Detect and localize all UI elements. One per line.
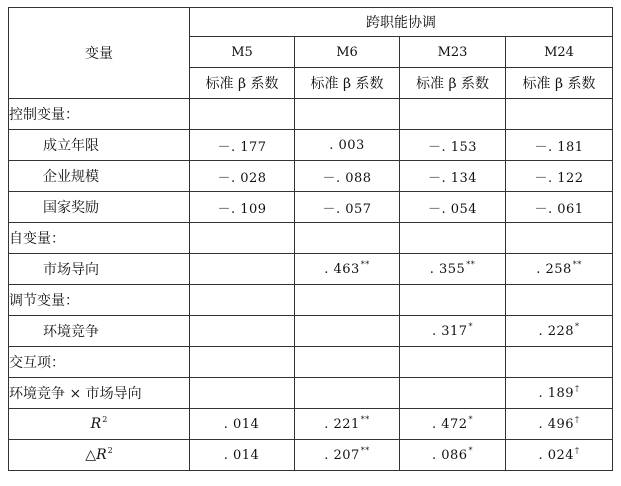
cell-value: . 221** <box>295 409 400 440</box>
section-label-control: 控制变量： <box>9 99 190 130</box>
model-header-m6: M6 <box>295 37 400 68</box>
coef-header: 标准 β 系数 <box>190 68 295 99</box>
cell-value: －. 109 <box>190 192 295 223</box>
cell-value: . 189† <box>506 378 613 409</box>
significance-mark: ** <box>360 445 370 455</box>
cell-value: . 024† <box>506 440 613 471</box>
cell-value: . 086* <box>400 440 506 471</box>
significance-mark: * <box>468 445 474 455</box>
row-label-firm-size: 企业规模 <box>9 161 190 192</box>
table-row <box>9 161 613 192</box>
significance-mark: * <box>468 414 474 424</box>
model-header-m23: M23 <box>400 37 506 68</box>
cell-value: . 317* <box>400 316 506 347</box>
row-label-delta-r2: $\triangle R^2$ <box>9 440 190 471</box>
row-label-market-orientation: 市场导向 <box>9 254 190 285</box>
table-row <box>9 192 613 223</box>
cell-value <box>190 316 295 347</box>
section-interaction-row <box>9 347 613 378</box>
row-label-env-competition: 环境竞争 <box>9 316 190 347</box>
cell-value: －. 122 <box>506 161 613 192</box>
cell-value: . 014 <box>190 409 295 440</box>
table-row <box>9 254 613 285</box>
cell-value <box>295 378 400 409</box>
cell-value: －. 177 <box>190 130 295 161</box>
table-row <box>9 378 613 409</box>
coef-header: 标准 β 系数 <box>506 68 613 99</box>
significance-mark: ** <box>572 259 582 269</box>
model-header-m5: M5 <box>190 37 295 68</box>
cell-value: . 014 <box>190 440 295 471</box>
coef-header: 标准 β 系数 <box>400 68 506 99</box>
cell-value: －. 061 <box>506 192 613 223</box>
section-moderator-row <box>9 285 613 316</box>
significance-mark: ** <box>466 259 476 269</box>
cell-value: . 472* <box>400 409 506 440</box>
cell-value: －. 134 <box>400 161 506 192</box>
cell-value: . 355** <box>400 254 506 285</box>
section-label-independent: 自变量： <box>9 223 190 254</box>
cell-value: －. 153 <box>400 130 506 161</box>
section-label-interaction: 交互项： <box>9 347 190 378</box>
section-label-moderator: 调节变量： <box>9 285 190 316</box>
significance-mark: ** <box>360 414 370 424</box>
row-label-r2: $R^2$ <box>9 409 190 440</box>
significance-mark: † <box>575 445 580 455</box>
row-label-interaction-term: 环境竞争 × 市场导向 <box>9 378 190 409</box>
header-row-1 <box>9 8 613 37</box>
table-row <box>9 440 613 471</box>
cell-value: . 003 <box>295 130 400 161</box>
significance-mark: † <box>575 383 580 393</box>
cell-value: －. 088 <box>295 161 400 192</box>
significance-mark: * <box>468 321 474 331</box>
cell-value: . 496† <box>506 409 613 440</box>
cell-value: . 258** <box>506 254 613 285</box>
section-control-row <box>9 99 613 130</box>
cell-value: －. 181 <box>506 130 613 161</box>
row-label-firm-age: 成立年限 <box>9 130 190 161</box>
row-label-national-award: 国家奖励 <box>9 192 190 223</box>
model-header-m24: M24 <box>506 37 613 68</box>
significance-mark: * <box>575 321 580 331</box>
cell-value: －. 057 <box>295 192 400 223</box>
table-row <box>9 316 613 347</box>
cell-value: . 207** <box>295 440 400 471</box>
cell-value <box>295 316 400 347</box>
cell-value <box>190 378 295 409</box>
table-row <box>9 409 613 440</box>
cell-value: . 228* <box>506 316 613 347</box>
coef-header: 标准 β 系数 <box>295 68 400 99</box>
section-independent-row <box>9 223 613 254</box>
significance-mark: ** <box>360 259 370 269</box>
significance-mark: † <box>575 414 580 424</box>
dependent-variable-header: 跨职能协调 <box>190 8 613 37</box>
variable-header: 变量 <box>9 8 190 99</box>
table-row <box>9 130 613 161</box>
cell-value: －. 028 <box>190 161 295 192</box>
cell-value: －. 054 <box>400 192 506 223</box>
cell-value <box>190 254 295 285</box>
regression-table <box>8 7 613 471</box>
cell-value: . 463** <box>295 254 400 285</box>
cell-value <box>400 378 506 409</box>
